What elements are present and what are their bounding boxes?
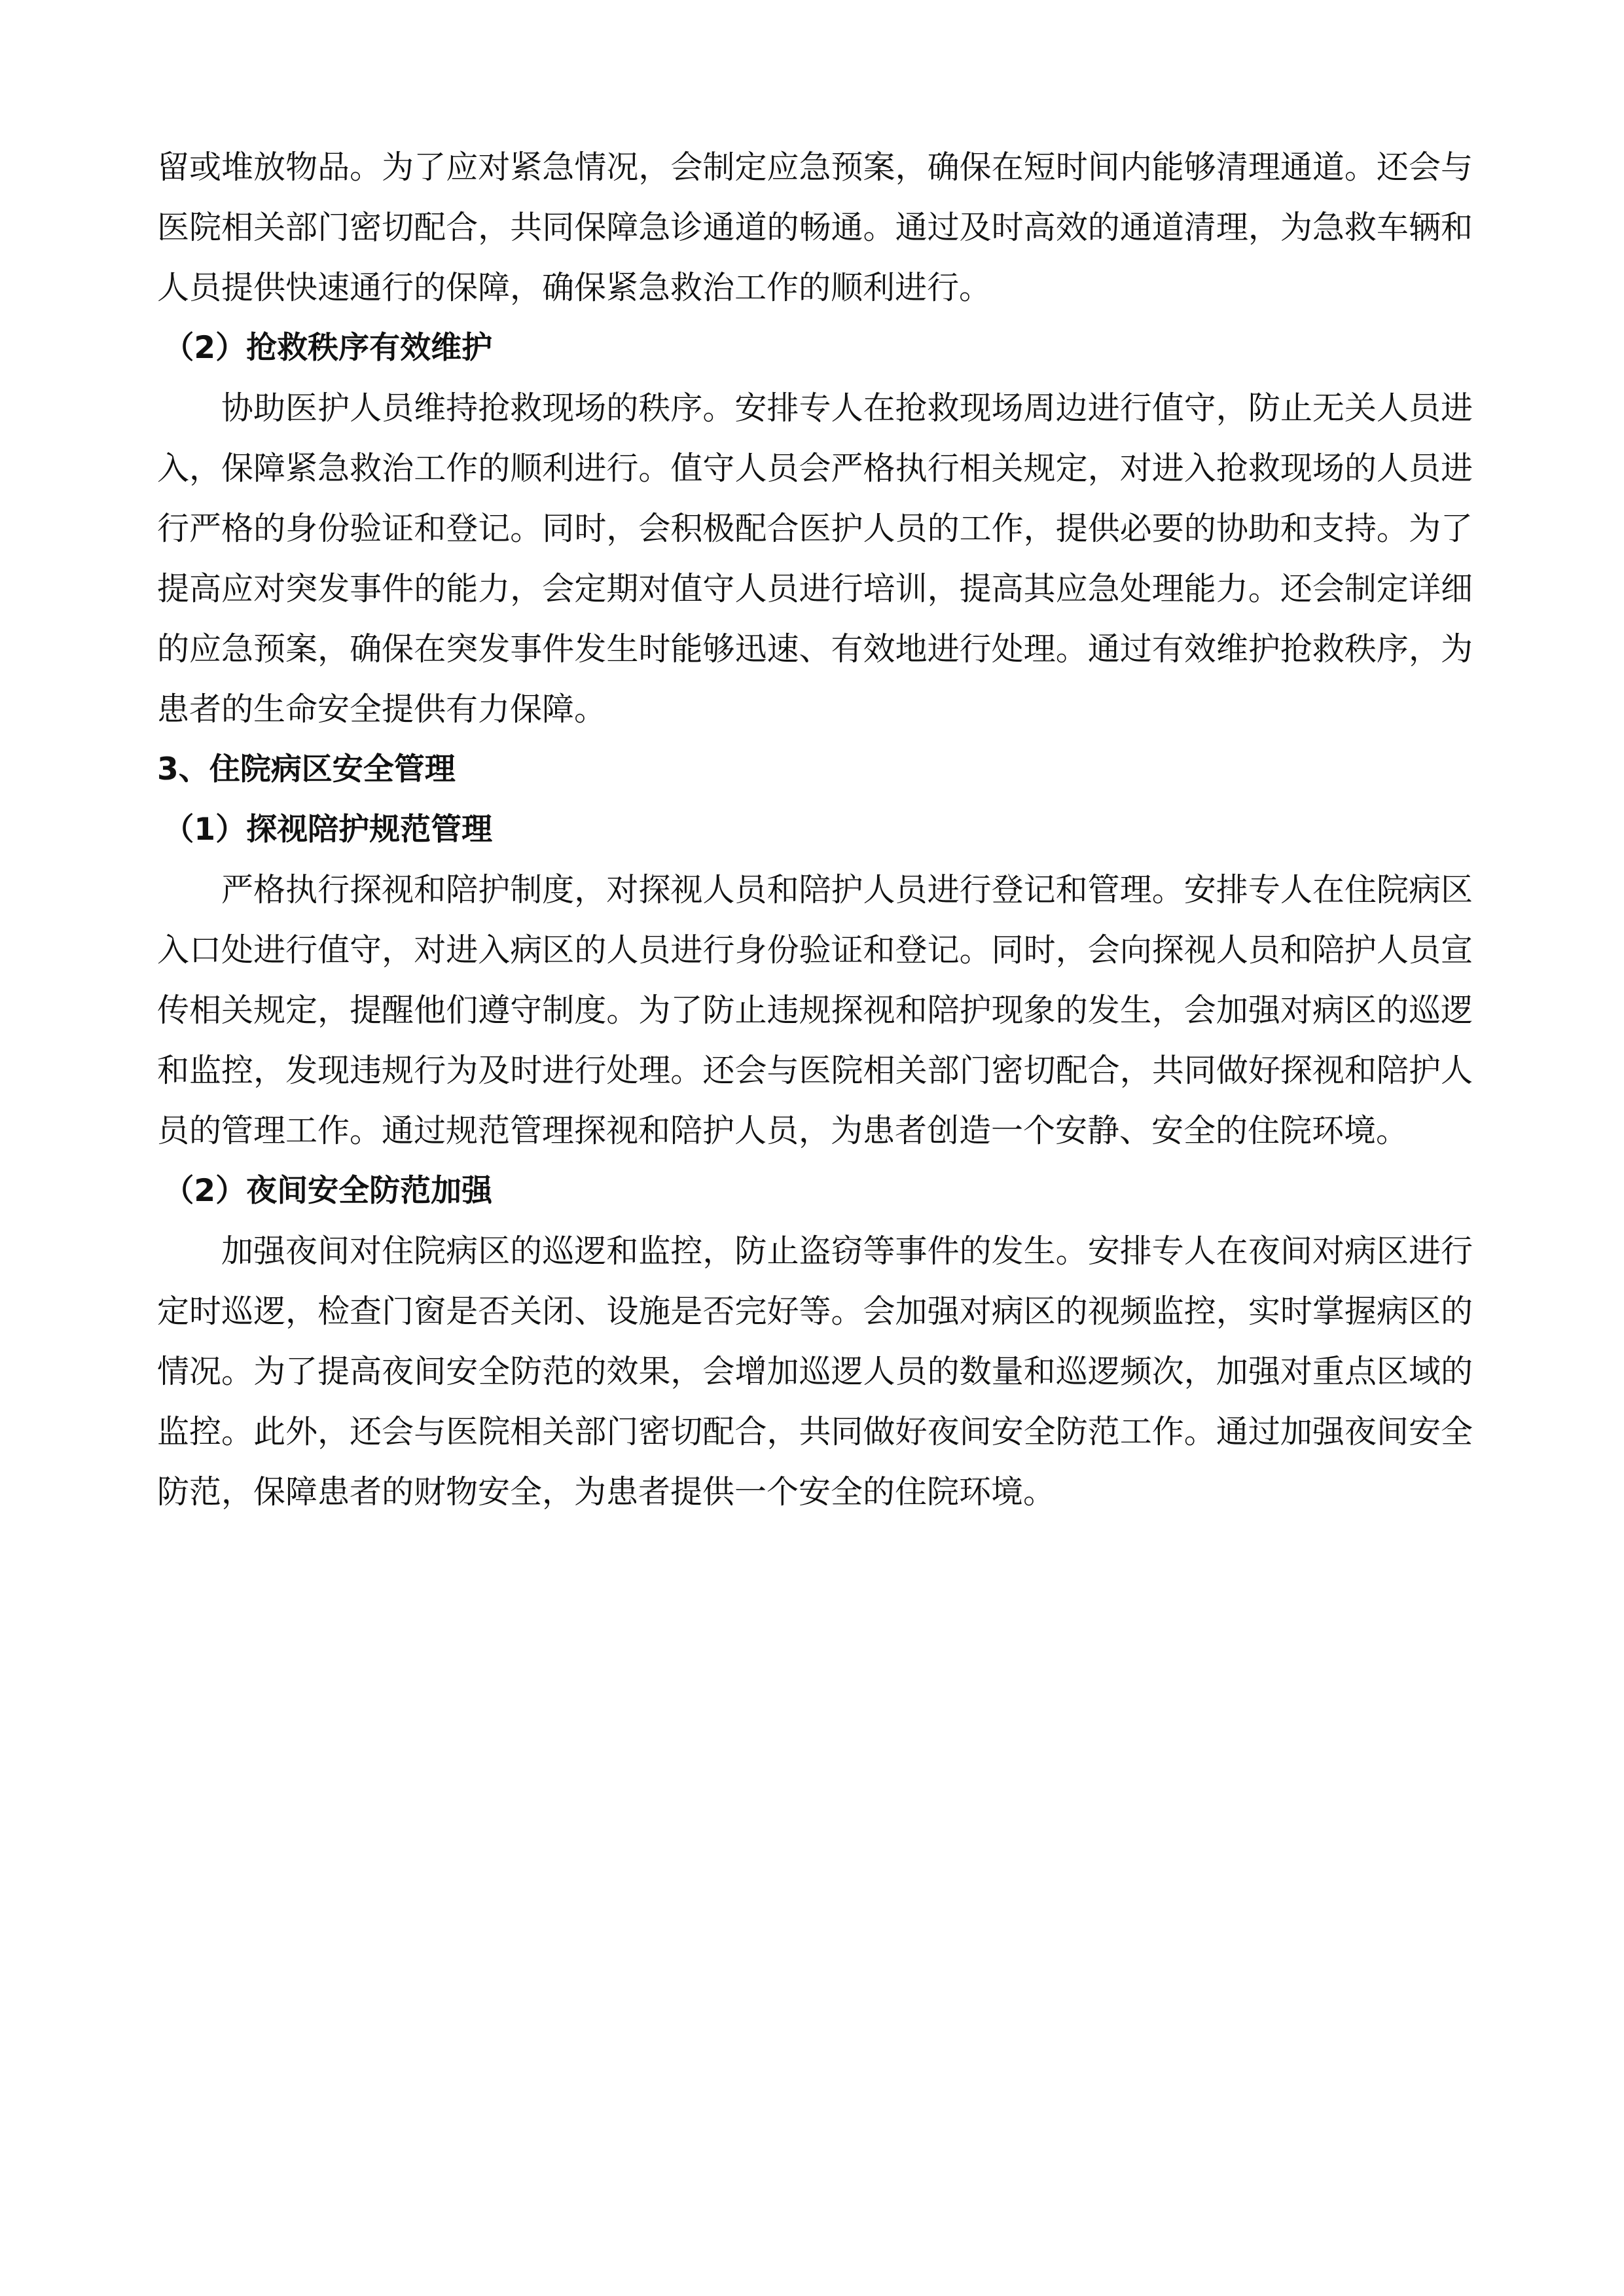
document-page: [157, 137, 1473, 1522]
night-security-paragraph: 加强夜间对住院病区的巡逻和监控，防止盗窃等事件的发生。安排专人在夜间对病区进行定时巡逻，检查门窗是否关闭、设施是否完好等。会加强对病区的视频监控，实时掌握病区的情况。为了提高夜间安全防范的效果，会增加巡逻人员的数量和巡逻频次，加强对重点区域的监控。此外，还会与医院相关部门密切配合，共同做好夜间安全防范工作。通过加强夜间安全防范，保障患者的财物安全，为患者提供一个安全的住院环境。: [157, 1232, 1473, 1511]
rescue-order-heading: （2）抢救秩序有效维护: [163, 330, 493, 366]
visit-management-heading: （1）探视陪护规范管理: [163, 812, 493, 848]
night-security-heading: （2）夜间安全防范加强: [163, 1173, 493, 1209]
intro-paragraph: 留或堆放物品。为了应对紧急情况，会制定应急预案，确保在短时间内能够清理通道。还会与医院相关部门密切配合，共同保障急诊通道的畅通。通过及时高效的通道清理，为急救车辆和人员提供快速通行的保障，确保紧急救治工作的顺利进行。: [157, 149, 1473, 306]
ward-safety-heading: 3、住院病区安全管理: [157, 751, 456, 787]
rescue-order-paragraph: 协助医护人员维持抢救现场的秩序。安排专人在抢救现场周边进行值守，防止无关人员进入，保障紧急救治工作的顺利进行。值守人员会严格执行相关规定，对进入抢救现场的人员进行严格的身份验证和登记。同时，会积极配合医护人员的工作，提供必要的协助和支持。为了提高应对突发事件的能力，会定期对值守人员进行培训，提高其应急处理能力。还会制定详细的应急预案，确保在突发事件发生时能够迅速、有效地进行处理。通过有效维护抢救秩序，为患者的生命安全提供有力保障。: [157, 389, 1473, 728]
visit-management-paragraph: 严格执行探视和陪护制度，对探视人员和陪护人员进行登记和管理。安排专人在住院病区入口处进行值守，对进入病区的人员进行身份验证和登记。同时，会向探视人员和陪护人员宣传相关规定，提醒他们遵守制度。为了防止违规探视和陪护现象的发生，会加强对病区的巡逻和监控，发现违规行为及时进行处理。还会与医院相关部门密切配合，共同做好探视和陪护人员的管理工作。通过规范管理探视和陪护人员，为患者创造一个安静、安全的住院环境。: [157, 871, 1473, 1149]
